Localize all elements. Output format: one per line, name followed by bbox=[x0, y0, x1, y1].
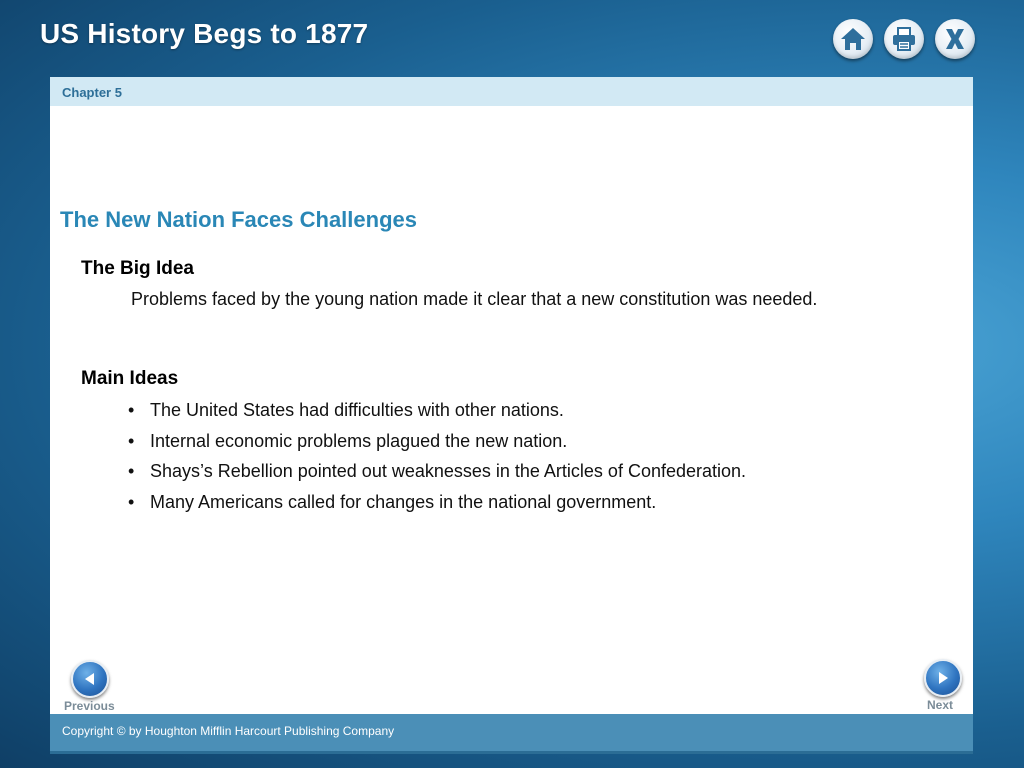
chapter-label: Chapter 5 bbox=[62, 85, 122, 100]
home-button[interactable] bbox=[833, 19, 873, 59]
big-idea-text: Problems faced by the young nation made it clear that a new constitution was needed. bbox=[131, 289, 818, 309]
previous-label[interactable]: Previous bbox=[64, 699, 115, 713]
close-button[interactable] bbox=[935, 19, 975, 59]
bullet: • bbox=[128, 430, 135, 451]
list-item bbox=[128, 489, 746, 520]
print-icon bbox=[890, 25, 918, 53]
print-button[interactable] bbox=[884, 19, 924, 59]
bullet: • bbox=[128, 492, 135, 513]
arrow-right-icon bbox=[935, 670, 951, 686]
main-idea-text: The United States had difficulties with other nations. bbox=[150, 400, 564, 420]
app-title: US History Begs to 1877 bbox=[40, 18, 369, 49]
bullet: • bbox=[128, 461, 135, 482]
list-item bbox=[128, 458, 746, 489]
bullet: • bbox=[128, 400, 135, 420]
previous-button[interactable] bbox=[71, 660, 109, 698]
slide-panel bbox=[50, 77, 973, 714]
next-label[interactable]: Next bbox=[927, 698, 954, 712]
main-idea-text: Shays’s Rebellion pointed out weaknesses in the Articles of Confederation. bbox=[150, 461, 747, 482]
next-button[interactable] bbox=[924, 659, 962, 697]
list-item bbox=[128, 428, 746, 459]
main-ideas-heading: Main Ideas bbox=[81, 368, 179, 389]
main-ideas-list bbox=[128, 397, 746, 520]
chapter-bar bbox=[50, 77, 973, 106]
section-title: The New Nation Faces Challenges bbox=[60, 207, 417, 232]
home-icon bbox=[839, 25, 867, 53]
copyright-text: Copyright © by Houghton Mifflin Harcourt Publishing Company bbox=[62, 724, 395, 738]
main-idea-text: Internal economic problems plagued the new nation. bbox=[150, 430, 568, 451]
list-item bbox=[128, 397, 746, 428]
big-idea-heading: The Big Idea bbox=[81, 258, 194, 279]
arrow-left-icon bbox=[82, 671, 98, 687]
main-idea-text: Many Americans called for changes in the national government. bbox=[150, 492, 657, 513]
close-icon bbox=[941, 25, 969, 53]
footer bbox=[50, 714, 973, 754]
